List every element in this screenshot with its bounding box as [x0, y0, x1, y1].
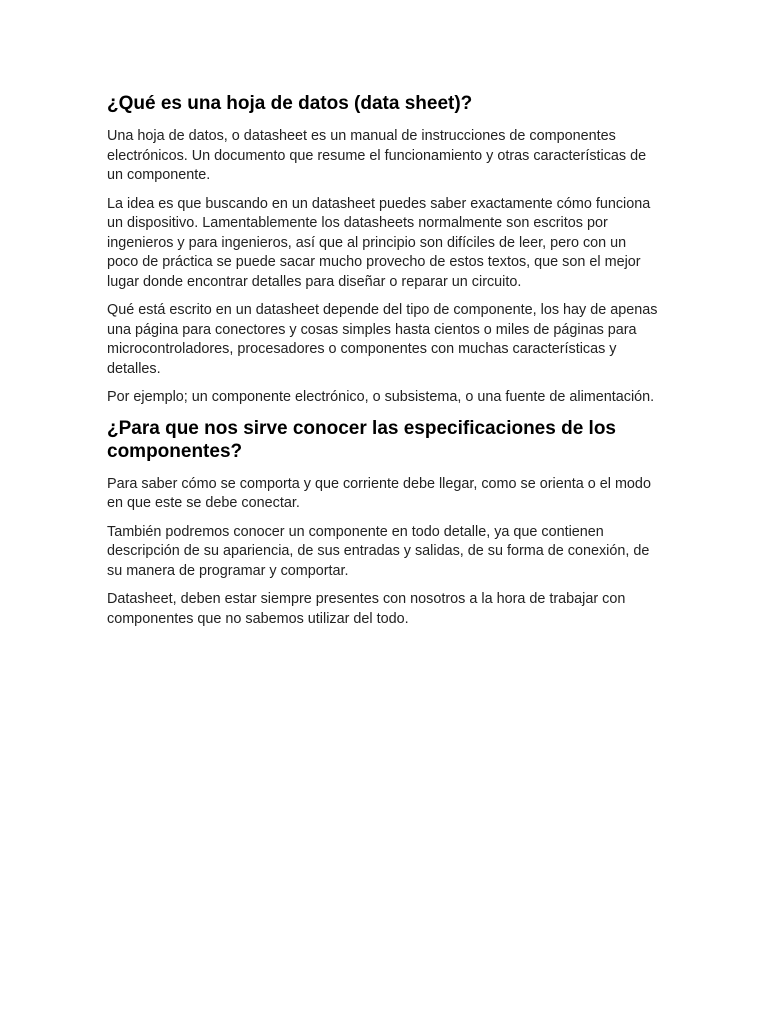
- section-heading: ¿Para que nos sirve conocer las especificaciones de los componentes?: [107, 417, 617, 462]
- paragraph: Una hoja de datos, o datasheet es un manual de instrucciones de componentes electrónicos. Un documento que resume el funcionamiento y otras características de un componente.: [107, 128, 647, 183]
- paragraph: La idea es que buscando en un datasheet puedes saber exactamente cómo funciona un dispositivo. Lamentablemente los datasheets normalmente son escritos por ingenieros y para ingenieros, así que al principio son difíciles de leer, pero con un poco de práctica se puede sacar mucho provecho de estos textos, que son el mejor lugar donde encontrar detalles para diseñar o reparar un circuito.: [107, 195, 651, 290]
- section-specifications-purpose: [107, 417, 659, 630]
- paragraph: Qué está escrito en un datasheet depende del tipo de componente, los hay de apenas una página para conectores y cosas simples hasta cientos o miles de páginas para microcontroladores, procesadores o componentes con muchas características y detalles.: [107, 302, 658, 377]
- section-heading: ¿Qué es una hoja de datos (data sheet)?: [107, 93, 473, 114]
- paragraph: Por ejemplo; un componente electrónico, o subsistema, o una fuente de alimentación.: [107, 389, 655, 405]
- paragraph: Datasheet, deben estar siempre presentes con nosotros a la hora de trabajar con componentes que no sabemos utilizar del todo.: [107, 591, 626, 627]
- paragraph: Para saber cómo se comporta y que corriente debe llegar, como se orienta o el modo en que este se debe conectar.: [107, 475, 651, 511]
- section-datasheet-definition: [107, 92, 659, 408]
- paragraph: También podremos conocer un componente en todo detalle, ya que contienen descripción de su apariencia, de sus entradas y salidas, de su forma de conexión, de su manera de programar y comportar.: [107, 523, 650, 579]
- document-page: [107, 92, 659, 638]
